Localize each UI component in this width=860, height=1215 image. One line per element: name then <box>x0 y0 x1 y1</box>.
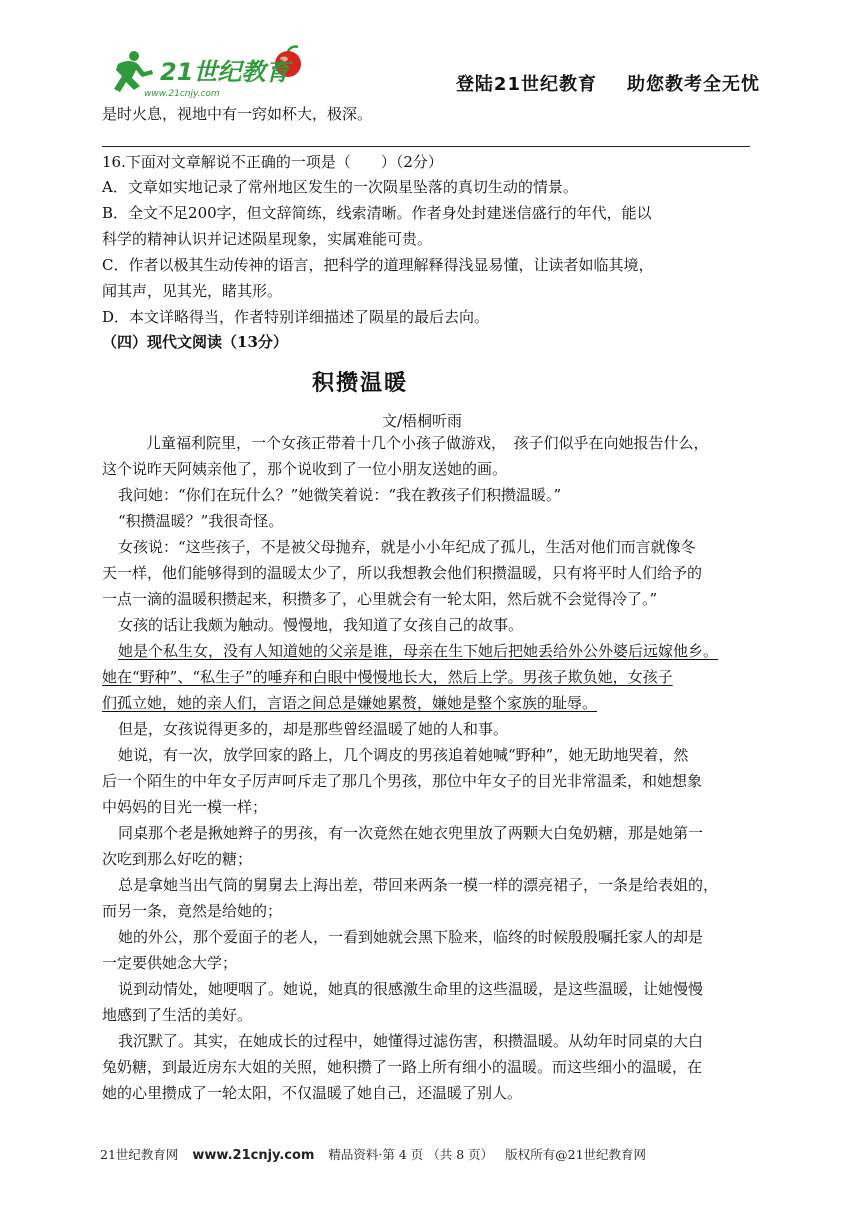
paragraph-line: 地感到了生活的美好。 <box>102 1006 253 1024</box>
footer-copyright: 版权所有@21世纪教育网 <box>505 1147 647 1162</box>
question-16: 16.下面对文章解说不正确的一项是（ ）（2分） <box>102 153 443 171</box>
footer-left: 21世纪教育网 <box>100 1147 179 1162</box>
slogan-left: 登陆21世纪教育 <box>455 74 597 95</box>
divider <box>102 146 750 147</box>
site-logo <box>108 42 308 100</box>
paragraph-line: 天一样，他们能够得到的温暖太少了，所以我想教会他们积攒温暖，只有将平时人们给予的 <box>102 564 703 582</box>
header-slogan <box>456 70 760 96</box>
paragraph-line: 她的外公，那个爱面子的老人，一看到她就会黑下脸来，临终的时候殷殷嘱托家人的却是 <box>118 928 704 946</box>
slogan-right: 助您教考全无忧 <box>627 74 760 95</box>
option-b-line1: B．全文不足200字，但文辞简练，线索清晰。作者身处封建迷信盛行的年代，能以 <box>102 204 652 222</box>
footer-page-info: 精品资料·第 4 页 （共 8 页） <box>328 1147 494 1162</box>
option-c-line1: C．作者以极其生动传神的语言，把科学的道理解释得浅显易懂，让读者如临其境， <box>102 256 654 274</box>
underlined-line: 她是个私生女，没有人知道她的父亲是谁，母亲在生下她后把她丢给外公外婆后远嫁他乡。 <box>118 642 719 660</box>
paragraph-line: 这个说昨天阿姨亲他了，那个说收到了一位小朋友送她的画。 <box>102 460 508 478</box>
paragraph-line: 我问她：“你们在玩什么？”她微笑着说：“我在教孩子们积攒温暖。” <box>118 486 562 504</box>
option-a: A．文章如实地记录了常州地区发生的一次陨星坠落的真切生动的情景。 <box>102 178 578 196</box>
text-line: 是时火息，视地中有一窍如杯大，极深。 <box>102 105 373 123</box>
paragraph-line: 兔奶糖，到最近房东大姐的关照，她积攒了一路上所有细小的温暖。而这些细小的温暖，在 <box>102 1058 703 1076</box>
paragraph-line: 女孩说：“这些孩子，不是被父母抛弃，就是小小年纪成了孤儿，生活对他们而言就像冬 <box>118 538 696 556</box>
paragraph-line: 同桌那个老是揪她辫子的男孩，有一次竟然在她衣兜里放了两颗大白兔奶糖，那是她第一 <box>118 824 704 842</box>
option-c-line2: 闻其声，见其光，睹其形。 <box>102 282 283 300</box>
paragraph-line: 女孩的话让我颇为触动。慢慢地，我知道了女孩自己的故事。 <box>118 616 524 634</box>
section-heading: （四）现代文阅读（13分） <box>102 333 288 351</box>
footer-site-link[interactable]: www.21cnjy.com <box>192 1148 315 1163</box>
paragraph-line: 儿童福利院里，一个女孩正带着十几个小孩子做游戏， 孩子们似乎在向她报告什么， <box>146 434 709 452</box>
logo-url: www.21cnjy.com <box>144 89 220 99</box>
underlined-line: 她在“野种”、“私生子”的唾弃和白眼中慢慢地长大，然后上学。男孩子欺负她，女孩子 <box>102 668 673 686</box>
page-footer <box>100 1145 760 1163</box>
paragraph-line: 一点一滴的温暖积攒起来，积攒多了，心里就会有一轮太阳，然后就不会觉得冷了。” <box>102 590 658 608</box>
paragraph-line: 一定要供她念大学； <box>102 954 238 972</box>
paragraph-line: 说到动情处，她哽咽了。她说，她真的很感激生命里的这些温暖，是这些温暖，让她慢慢 <box>118 980 704 998</box>
paragraph-line: 中妈妈的目光一模一样； <box>102 798 268 816</box>
paragraph-line: 后一个陌生的中年女子厉声呵斥走了那几个男孩，那位中年女子的目光非常温柔，和她想象 <box>102 772 703 790</box>
logo-text: 21世纪教育 <box>160 58 290 86</box>
paragraph-line: 我沉默了。其实，在她成长的过程中，她懂得过滤伤害，积攒温暖。从幼年时同桌的大白 <box>118 1032 704 1050</box>
paragraph-line: 总是拿她当出气筒的舅舅去上海出差，带回来两条一模一样的漂亮裙子，一条是给表姐的， <box>118 876 719 894</box>
underlined-line: 们孤立她，她的亲人们，言语之间总是嫌她累赘，嫌她是整个家族的耻辱。 <box>102 694 598 712</box>
paragraph-line: 次吃到那么好吃的糖； <box>102 850 253 868</box>
paragraph-line: “积攒温暖？”我很奇怪。 <box>118 512 284 530</box>
paragraph-line: 而另一条，竟然是给她的； <box>102 902 283 920</box>
paragraph-line: 但是，女孩说得更多的，却是那些曾经温暖了她的人和事。 <box>118 720 509 738</box>
running-figure-icon <box>114 51 153 92</box>
paragraph-line: 她的心里攒成了一轮太阳，不仅温暖了她自己，还温暖了别人。 <box>102 1084 523 1102</box>
article-title: 积攒温暖 <box>312 371 409 396</box>
page-header <box>100 42 760 102</box>
option-d: D．本文详略得当，作者特别详细描述了陨星的最后去向。 <box>102 308 490 326</box>
paragraph-line: 她说，有一次，放学回家的路上，几个调皮的男孩追着她喊“野种”，她无助地哭着，然 <box>118 746 689 764</box>
option-b-line2: 科学的精神认识并记述陨星现象，实属难能可贵。 <box>102 230 433 248</box>
article-byline: 文/梧桐听雨 <box>382 412 463 430</box>
